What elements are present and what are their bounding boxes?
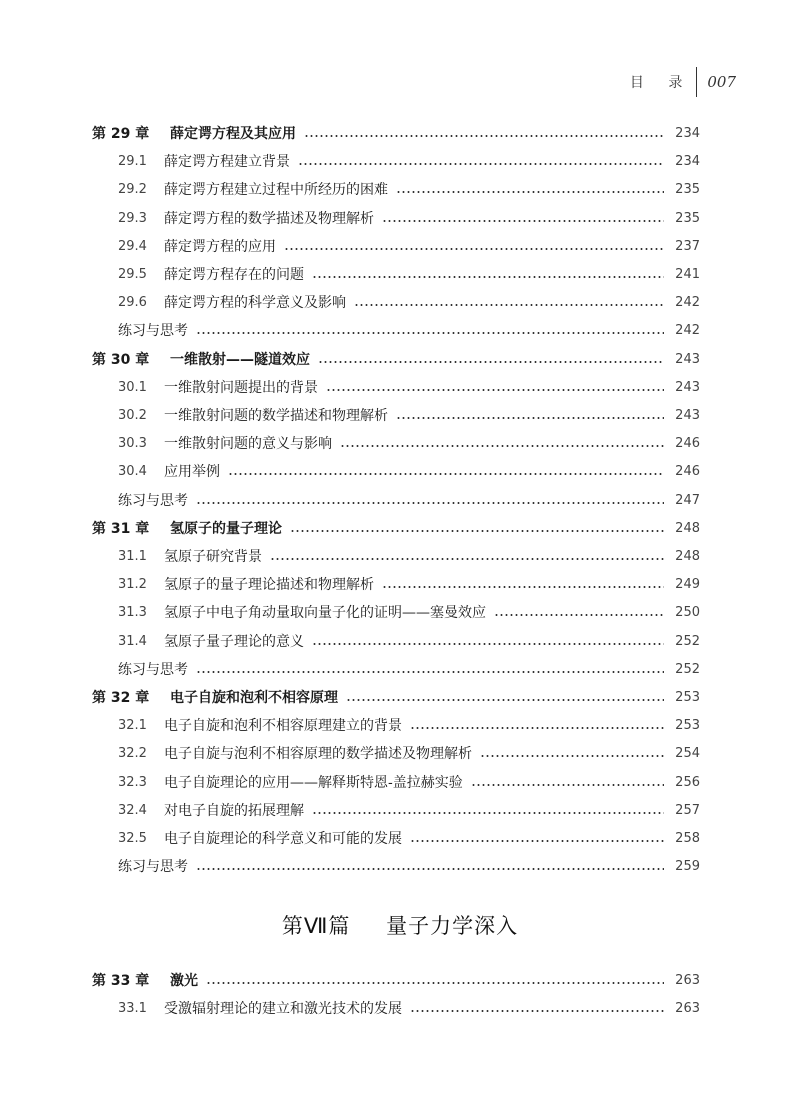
entry-title: 电子自旋与泡利不相容原理的数学描述及物理解析	[164, 746, 472, 763]
dot-leader	[304, 135, 664, 137]
dot-leader	[382, 586, 664, 588]
dot-leader	[410, 840, 664, 842]
entry-page-number: 237	[675, 238, 700, 254]
entry-number: 32.4	[118, 802, 147, 818]
entry-page-number: 234	[675, 126, 700, 141]
dot-leader	[382, 220, 664, 222]
entry-page-number: 243	[675, 379, 700, 395]
dot-leader	[340, 445, 664, 447]
header-divider	[696, 67, 697, 97]
dot-leader	[228, 473, 664, 475]
entry-number: 30.4	[118, 464, 147, 480]
dot-leader	[196, 502, 664, 504]
page-number: 007	[707, 73, 736, 91]
dot-leader	[326, 389, 664, 391]
entry-number: 29.1	[118, 154, 147, 170]
entry-title: 电子自旋理论的应用——解释斯特恩-盖拉赫实验	[164, 774, 463, 791]
entry-number: 第 33 章	[92, 973, 150, 989]
entry-page-number: 246	[675, 436, 700, 452]
dot-leader	[354, 304, 664, 306]
dot-leader	[312, 276, 664, 278]
entry-title: 薛定谔方程的应用	[164, 238, 276, 255]
entry-page-number: 247	[675, 492, 700, 508]
entry-page-number: 256	[675, 774, 700, 790]
part-title: 量子力学深入	[386, 914, 519, 938]
entry-number: 29.5	[118, 267, 147, 282]
entry-number: 29.2	[118, 182, 147, 198]
toc-section-entry	[92, 659, 700, 681]
entry-title: 薛定谔方程的数学描述及物理解析	[164, 210, 374, 227]
dot-leader	[270, 558, 664, 560]
dot-leader	[312, 812, 664, 814]
toc-chapter-entry	[92, 687, 700, 709]
entry-number: 31.4	[118, 633, 147, 649]
entry-number: 29.4	[118, 238, 147, 254]
dot-leader	[196, 868, 664, 870]
dot-leader	[284, 248, 664, 250]
toc-section-entry	[92, 546, 700, 568]
entry-title: 一维散射问题的数学描述和物理解析	[164, 408, 388, 424]
toc-section-entry	[92, 179, 700, 201]
toc-section-entry	[92, 715, 700, 737]
toc-section-entry	[92, 602, 700, 624]
entry-page-number: 263	[675, 1001, 700, 1017]
entry-title: 对电子自旋的拓展理解	[164, 802, 304, 819]
entry-page-number: 242	[675, 295, 700, 311]
entry-page-number: 248	[675, 549, 700, 564]
entry-page-number: 254	[675, 746, 700, 762]
entry-page-number: 252	[675, 661, 700, 677]
toc-section-entry	[92, 856, 700, 878]
toc-section-entry	[92, 292, 700, 314]
dot-leader	[480, 755, 664, 757]
entry-title: 薛定谔方程建立过程中所经历的困难	[164, 182, 388, 199]
toc-section-entry	[92, 320, 700, 342]
entry-title: 练习与思考	[118, 661, 188, 678]
toc-section-entry	[92, 631, 700, 653]
entry-title: 练习与思考	[118, 323, 188, 340]
part-number: 第Ⅶ篇	[281, 914, 351, 938]
dot-leader	[196, 332, 664, 334]
running-header	[630, 66, 736, 98]
entry-title: 薛定谔方程建立背景	[164, 154, 290, 171]
entry-page-number: 243	[675, 351, 700, 367]
entry-page-number: 259	[675, 859, 700, 875]
entry-number: 30.2	[118, 408, 147, 423]
dot-leader	[494, 614, 664, 616]
entry-page-number: 235	[675, 210, 700, 226]
entry-title: 氢原子中电子角动量取向量子化的证明——塞曼效应	[164, 605, 486, 622]
dot-leader	[396, 191, 664, 193]
entry-page-number: 263	[675, 973, 700, 988]
entry-title: 应用举例	[164, 464, 220, 481]
entry-title: 练习与思考	[118, 859, 188, 876]
entry-page-number: 257	[675, 802, 700, 818]
entry-number: 32.1	[118, 718, 147, 734]
part-heading	[0, 910, 800, 940]
entry-page-number: 246	[675, 464, 700, 480]
toc-section-entry	[92, 574, 700, 596]
header-label: 目 录	[629, 75, 693, 91]
entry-page-number: 250	[675, 605, 700, 621]
entry-title: 氢原子的量子理论	[170, 520, 282, 537]
toc-chapter-entry	[92, 970, 700, 992]
entry-title: 电子自旋理论的科学意义和可能的发展	[164, 831, 402, 847]
entry-number: 33.1	[118, 1001, 147, 1017]
entry-number: 第 29 章	[92, 126, 150, 142]
entry-title: 电子自旋和泡利不相容原理建立的背景	[164, 718, 402, 735]
dot-leader	[290, 530, 664, 532]
toc-chapter-entry	[92, 349, 700, 371]
toc-section-entry	[92, 743, 700, 765]
toc-section-entry	[92, 828, 700, 850]
entry-title: 一维散射问题的意义与影响	[164, 436, 332, 453]
dot-leader	[206, 982, 664, 984]
entry-number: 31.3	[118, 605, 147, 621]
entry-page-number: 258	[675, 831, 700, 846]
entry-title: 一维散射问题提出的背景	[164, 379, 318, 396]
toc-section-entry	[92, 800, 700, 822]
entry-number: 32.5	[118, 831, 147, 846]
toc-section-entry	[92, 461, 700, 483]
entry-title: 练习与思考	[118, 492, 188, 509]
entry-title: 氢原子量子理论的意义	[164, 633, 304, 650]
entry-page-number: 234	[675, 154, 700, 170]
entry-number: 第 32 章	[92, 690, 150, 706]
toc-section-entry	[92, 236, 700, 258]
entry-title: 薛定谔方程及其应用	[170, 126, 296, 142]
entry-number: 31.1	[118, 549, 147, 564]
entry-page-number: 249	[675, 577, 700, 593]
entry-page-number: 253	[675, 718, 700, 734]
entry-page-number: 235	[675, 182, 700, 198]
toc-chapter-entry	[92, 518, 700, 540]
entry-page-number: 248	[675, 520, 700, 536]
entry-page-number: 253	[675, 690, 700, 705]
dot-leader	[196, 671, 664, 673]
entry-number: 32.3	[118, 774, 147, 790]
toc-section-entry	[92, 490, 700, 512]
dot-leader	[318, 361, 664, 363]
dot-leader	[396, 417, 664, 419]
toc-section-entry	[92, 772, 700, 794]
dot-leader	[298, 163, 664, 165]
toc-section-entry	[92, 377, 700, 399]
entry-title: 激光	[170, 973, 198, 989]
entry-number: 30.3	[118, 436, 147, 452]
dot-leader	[410, 727, 664, 729]
entry-title: 一维散射——隧道效应	[170, 351, 310, 368]
entry-title: 氢原子研究背景	[164, 549, 262, 565]
toc-section-entry	[92, 151, 700, 173]
entry-title: 氢原子的量子理论描述和物理解析	[164, 577, 374, 594]
entry-number: 第 30 章	[92, 351, 150, 368]
entry-number: 30.1	[118, 379, 147, 395]
toc-section-entry	[92, 433, 700, 455]
toc-chapter-entry	[92, 123, 700, 145]
entry-page-number: 242	[675, 323, 700, 339]
entry-title: 受激辐射理论的建立和激光技术的发展	[164, 1001, 402, 1018]
toc-section-entry	[92, 208, 700, 230]
toc-section-entry	[92, 264, 700, 286]
entry-title: 薛定谔方程的科学意义及影响	[164, 295, 346, 312]
entry-number: 31.2	[118, 577, 147, 593]
entry-title: 电子自旋和泡利不相容原理	[170, 690, 338, 706]
dot-leader	[346, 699, 664, 701]
entry-number: 29.3	[118, 210, 147, 226]
dot-leader	[410, 1010, 664, 1012]
dot-leader	[312, 643, 664, 645]
toc-section-entry	[92, 405, 700, 427]
entry-number: 29.6	[118, 295, 147, 311]
entry-page-number: 241	[675, 267, 700, 282]
entry-number: 第 31 章	[92, 520, 150, 537]
entry-page-number: 252	[675, 633, 700, 649]
entry-number: 32.2	[118, 746, 147, 762]
entry-title: 薛定谔方程存在的问题	[164, 267, 304, 283]
entry-page-number: 243	[675, 408, 700, 423]
dot-leader	[471, 784, 664, 786]
toc-section-entry	[92, 998, 700, 1020]
